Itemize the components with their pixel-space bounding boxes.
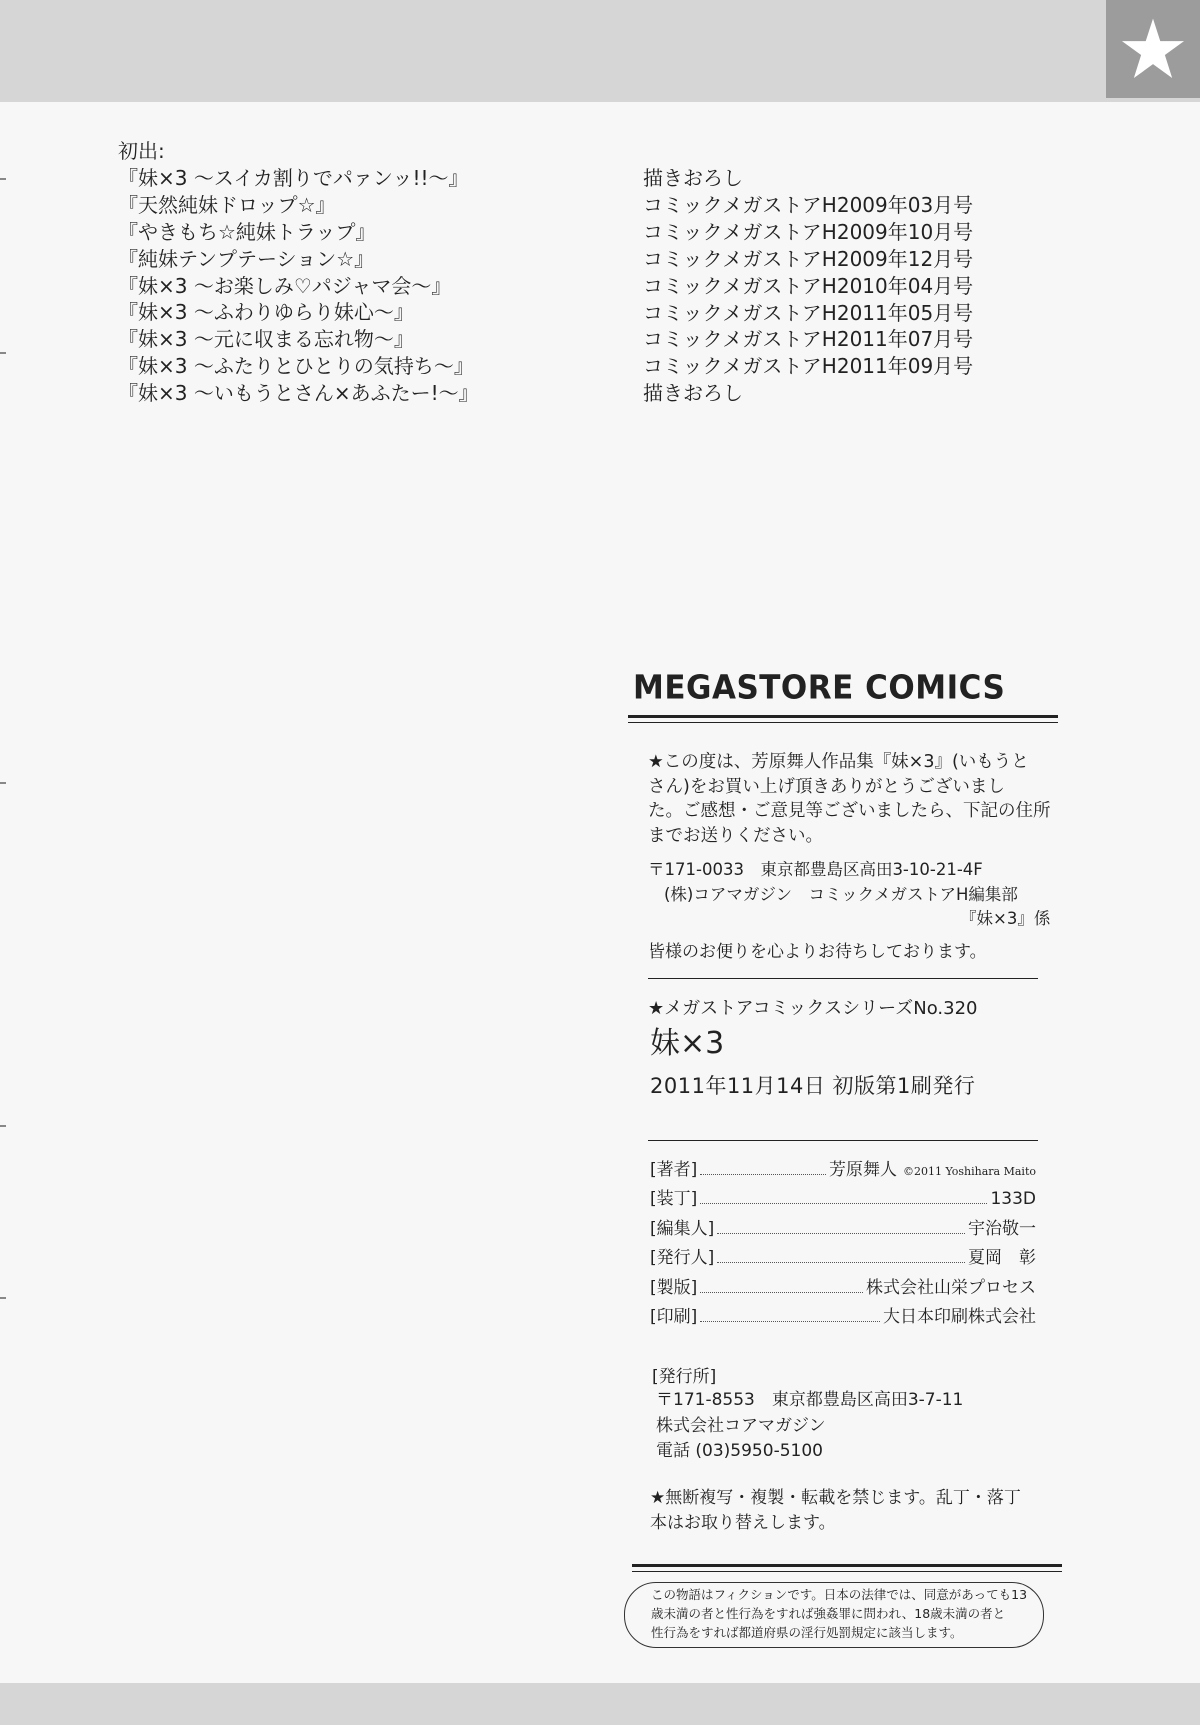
credit-value: 芳原舞人 (828, 1160, 897, 1180)
first-appearance-sources (643, 165, 973, 407)
credit-label: [著者] (650, 1160, 698, 1180)
book-title: 妹×3 (650, 1026, 725, 1061)
publication-date: 2011年11月14日 初版第1刷発行 (650, 1074, 976, 1098)
credit-label: [印刷] (650, 1306, 698, 1327)
story-title: 『妹×3 ～いもうとさん×あふたー!～』 (118, 381, 479, 406)
story-source: コミックメガストアH2009年10月号 (643, 219, 974, 244)
story-source: コミックメガストアH2010年04月号 (643, 273, 974, 298)
divider (648, 1140, 1038, 1141)
series-number: ★メガストアコミックスシリーズNo.320 (648, 998, 978, 1019)
notice-line: ★無断複写・複製・転載を禁じます。乱丁・落丁 (650, 1488, 1021, 1508)
publisher-line: 電話 (03)5950-5100 (656, 1441, 823, 1461)
story-source: 描きおろし (643, 381, 743, 406)
credit-row (650, 1243, 1036, 1272)
leader-dots (717, 1233, 965, 1234)
leader-dots (700, 1203, 987, 1204)
story-title: 『やきもち☆純妹トラップ』 (118, 219, 376, 244)
story-title: 『天然純妹ドロップ☆』 (118, 192, 336, 217)
notice-line: 本はお取り替えします。 (650, 1513, 836, 1533)
credit-value: 夏岡 彰 (968, 1248, 1036, 1269)
credit-value: 宇治敬一 (968, 1218, 1036, 1239)
leader-dots (700, 1292, 863, 1293)
scan-edge-mark (0, 178, 6, 180)
publisher-label: [発行所] (652, 1367, 717, 1387)
publisher-line: 〒171-8553 東京都豊島区高田3-7-11 (656, 1390, 964, 1410)
credit-row (650, 1273, 1036, 1302)
brand-logo: MEGASTORE COMICS (633, 669, 1006, 707)
scan-edge-mark (0, 1297, 6, 1299)
credit-value: 株式会社山栄プロセス (866, 1277, 1036, 1298)
publisher-line: 株式会社コアマガジン (656, 1415, 826, 1436)
message-line: までお送りください。 (648, 825, 823, 846)
footer-band (0, 1683, 1200, 1725)
credit-row (650, 1214, 1036, 1243)
story-source: コミックメガストアH2011年09月号 (643, 354, 974, 379)
message-line: ★この度は、芳原舞人作品集『妹×3』(いもうと (648, 752, 1029, 772)
white-star-icon (1120, 16, 1186, 82)
scan-edge-mark (0, 782, 6, 784)
story-title: 『妹×3 ～お楽しみ♡パジャマ会～』 (118, 273, 452, 298)
publisher-info (656, 1388, 963, 1465)
divider (632, 1564, 1062, 1567)
credits-list (650, 1155, 1036, 1331)
story-title: 『妹×3 ～ふわりゆらり妹心～』 (118, 300, 414, 325)
scan-edge-mark (0, 352, 6, 354)
story-source: コミックメガストアH2011年05月号 (643, 300, 974, 325)
address-line: (株)コアマガジン コミックメガストアH編集部 (664, 885, 1018, 904)
first-appearance-titles (118, 138, 479, 407)
disclaimer-line: 歳未満の者と性行為をすれば強姦罪に問われ、18歳未満の者と (651, 1606, 1006, 1621)
credit-label: [発行人] (650, 1248, 715, 1269)
story-title: 『妹×3 ～元に収まる忘れ物～』 (118, 327, 414, 352)
credit-row (650, 1184, 1036, 1213)
credit-label: [装丁] (650, 1189, 698, 1210)
credit-row (650, 1302, 1036, 1331)
credit-label: [製版] (650, 1277, 698, 1298)
message-line: さん)をお買い上げ頂きありがとうございまし (648, 776, 1005, 797)
story-source: 描きおろし (643, 166, 743, 190)
leader-dots (700, 1321, 880, 1322)
divider (628, 715, 1058, 718)
disclaimer-line: 性行為をすれば都道府県の淫行処罰規定に該当します。 (651, 1625, 963, 1640)
scan-edge-mark (0, 1125, 6, 1127)
fiction-disclaimer (624, 1582, 1044, 1648)
story-source: コミックメガストアH2009年03月号 (643, 192, 974, 217)
first-appearance-heading: 初出: (118, 139, 165, 163)
leader-dots (717, 1262, 965, 1263)
message-line: た。ご感想・ご意見等ございましたら、下記の住所 (648, 801, 1051, 821)
closing-line: 皆様のお便りを心よりお待ちしております。 (648, 942, 987, 962)
story-source: コミックメガストアH2011年07月号 (643, 327, 974, 352)
divider (632, 1571, 1062, 1572)
address-line: 〒171-0033 東京都豊島区高田3-10-21-4F (648, 860, 983, 879)
leader-dots (700, 1174, 826, 1175)
divider (628, 722, 1058, 723)
story-title: 『純妹テンプテーション☆』 (118, 246, 375, 271)
attention-line: 『妹×3』係 (960, 909, 1051, 928)
divider (648, 978, 1038, 979)
header-band (0, 0, 1200, 102)
editorial-address (648, 857, 1018, 907)
story-title: 『妹×3 ～スイカ割りでパァンッ!!～』 (118, 165, 469, 190)
copyright-note: ©2011 Yoshihara Maito (902, 1165, 1036, 1178)
story-source: コミックメガストアH2009年12月号 (643, 246, 974, 271)
credit-value: 大日本印刷株式会社 (883, 1306, 1036, 1327)
credit-row (650, 1155, 1036, 1184)
credit-label: [編集人] (650, 1218, 715, 1239)
copyright-notice (650, 1486, 1021, 1536)
series-star-tab (1106, 0, 1200, 98)
credit-value: 133D (990, 1189, 1036, 1210)
story-title: 『妹×3 ～ふたりとひとりの気持ち～』 (118, 354, 474, 379)
reader-message (648, 750, 1051, 848)
disclaimer-line: この物語はフィクションです。日本の法律では、同意があっても13 (651, 1587, 1028, 1602)
